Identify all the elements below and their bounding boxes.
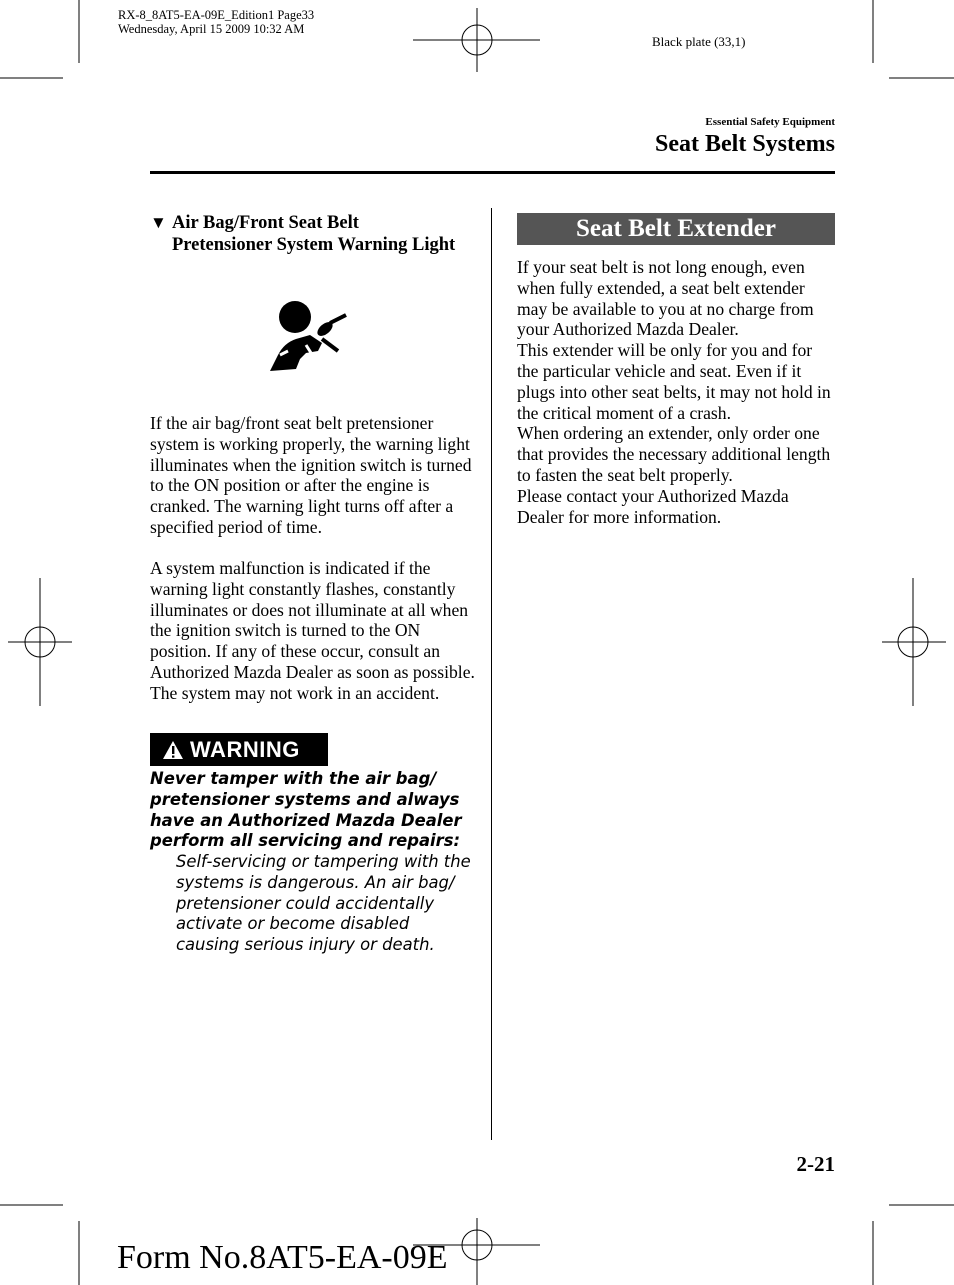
header-rule: [150, 171, 835, 174]
left-paragraph-1: If the air bag/front seat belt pretensioner system is working properly, the warning light illuminates when the ignition switch is turned to the ON position or after the engine is cranked. The warning light turns off after a specified period of time.: [150, 413, 472, 537]
section-banner: Seat Belt Extender: [517, 213, 835, 245]
form-number: Form No.8AT5-EA-09E: [117, 1239, 448, 1276]
column-divider: [491, 208, 492, 1140]
triangle-marker-icon: ▼: [150, 213, 167, 232]
right-paragraph-3: When ordering an extender, only order one that provides the necessary additional length to fasten the seat belt properly.: [517, 423, 831, 485]
subheading-line1: Air Bag/Front Seat Belt: [172, 213, 359, 233]
right-paragraph-2: This extender will be only for you and for the particular vehicle and seat. Even if it plugs into other seat belts, it may not hold in the critical moment of a crash.: [517, 340, 831, 423]
page-title: Seat Belt Systems: [655, 131, 835, 157]
subheading: [150, 212, 480, 256]
subheading-line2: Pretensioner System Warning Light: [172, 235, 456, 255]
plate-label: Black plate (33,1): [652, 34, 746, 49]
print-info-date: Wednesday, April 15 2009 10:32 AM: [118, 22, 305, 36]
print-info: [118, 8, 314, 36]
right-text: [517, 257, 835, 527]
warning-detail-text: Self-servicing or tampering with the systems is dangerous. An air bag/ pretensioner could accidentally activate or become disabled causing serious injury or death.: [176, 852, 471, 955]
right-paragraph-4: Please contact your Authorized Mazda Dealer for more information.: [517, 485, 789, 527]
warning-label: WARNING: [190, 736, 300, 762]
print-info-file: RX-8_8AT5-EA-09E_Edition1 Page33: [118, 8, 315, 22]
warning-bold-text: Never tamper with the air bag/ pretensioner systems and always have an Authorized Mazda Dealer perform all servicing and repairs:: [150, 769, 462, 851]
warning-triangle-icon: [162, 740, 184, 760]
left-paragraph-2: A system malfunction is indicated if the warning light constantly flashes, constantly illuminates or does not illuminate at all when the ignition switch is turned to the ON position. If any of these occur, consult an Authorized Mazda Dealer as soon as possible. The system may not work in an accident.: [150, 558, 475, 703]
warning-banner: [150, 733, 328, 766]
right-paragraph-1: If your seat belt is not long enough, even when fully extended, a seat belt extender may be available to you at no charge from your Authorized Mazda Dealer.: [517, 257, 814, 340]
section-label: Essential Safety Equipment: [705, 116, 835, 128]
page-number: 2-21: [796, 1152, 835, 1176]
airbag-warning-icon: [266, 293, 350, 375]
